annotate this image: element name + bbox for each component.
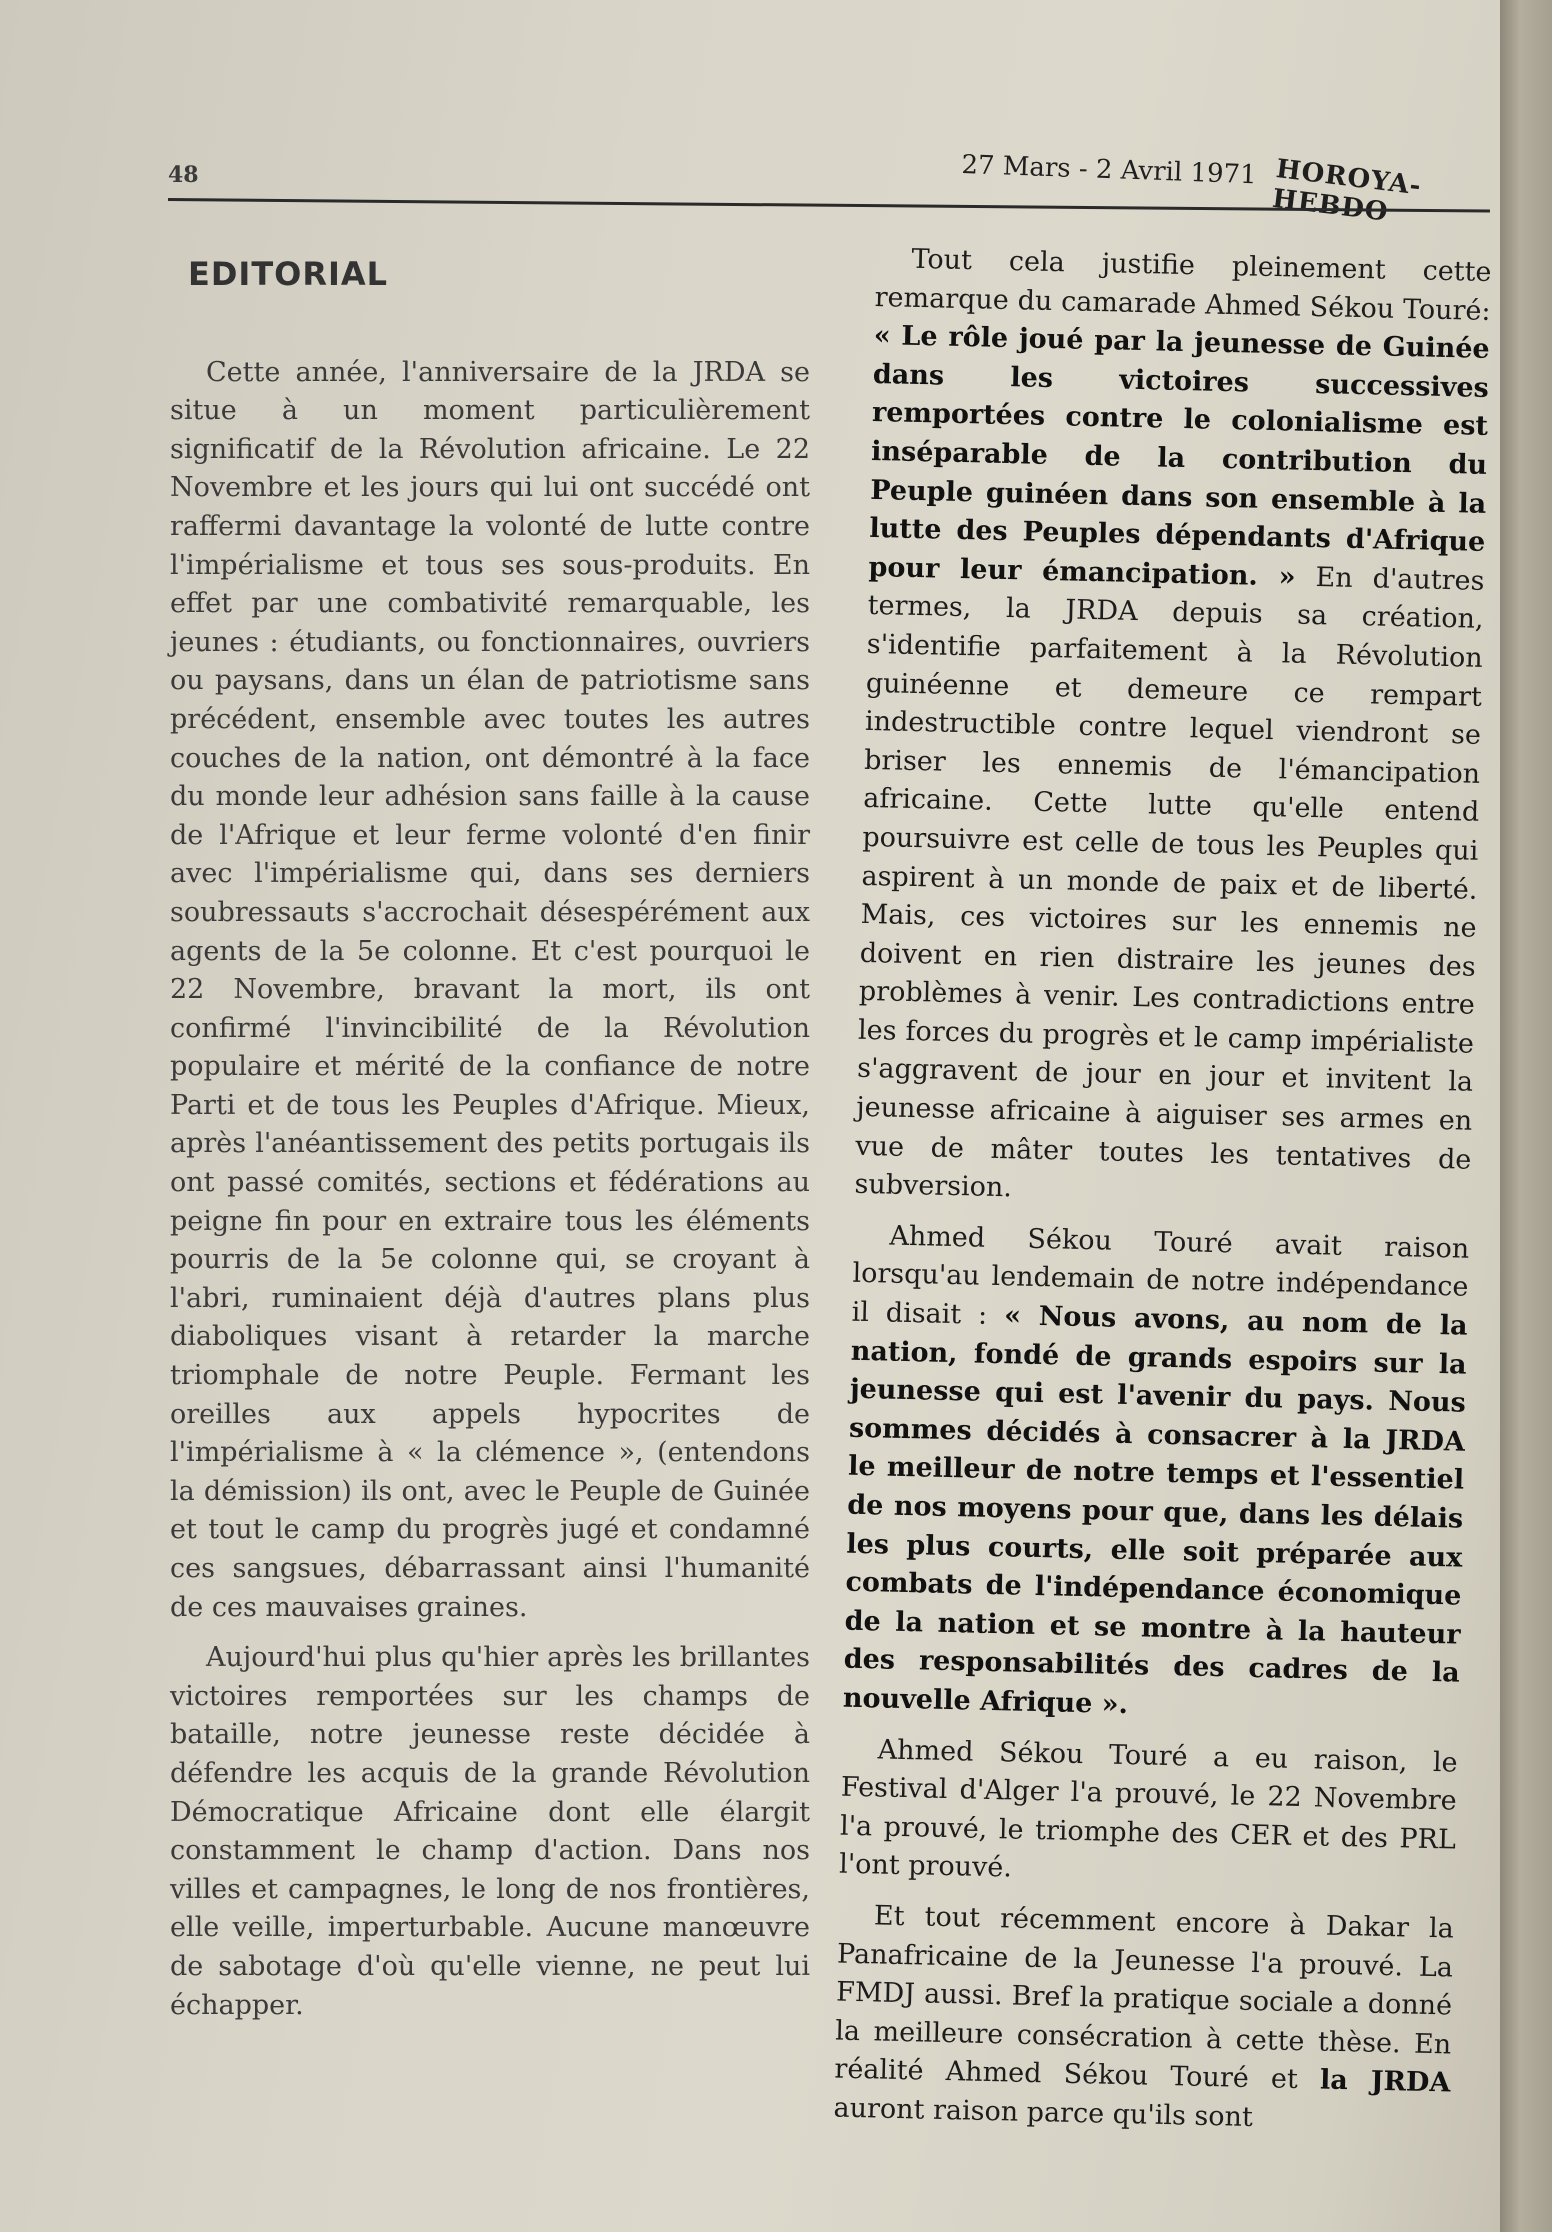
right-paragraph-2	[842, 1217, 1469, 1733]
page-header	[168, 150, 1498, 230]
right-p2-intro: Ahmed Sékou Touré avait raison lorsqu'au lendemain de notre indépendance il disait :	[851, 1220, 1470, 1331]
editorial-title: EDITORIAL	[188, 255, 389, 293]
right-p2-quote: « Nous avons, au nom de la nation, fondé de grands espoirs sur la jeunesse qui est l'avenir du pays. Nous sommes décidés à consacrer à la JRDA le meilleur de notre temps et l'essentiel de nos moyens pour que, dans les délais les plus courts, elle soit préparée aux combats de l'indépendance économique de la nation et se montre à la hauteur des responsabilités des cadres de la nouvelle Afrique ».	[842, 1300, 1468, 1721]
left-paragraph-1: Cette année, l'anniversaire de la JRDA se situe à un moment particulièrement significatif de la Révolution africaine. Le 22 Novembre et les jours qui lui ont succédé ont raffermi davantage la volonté de lutte contre l'impérialisme et tous ses sous-produits. En effet par une combativité remarquable, les jeunes : étudiants, ou fonctionnaires, ouvriers ou paysans, dans un élan de patriotisme sans précédent, ensemble avec toutes les autres couches de la nation, ont démontré à la face du monde leur adhésion sans faille à la cause de l'Afrique et leur ferme volonté d'en finir avec l'impérialisme qui, dans ses derniers soubressauts s'accrochait désespérément aux agents de la 5e colonne. Et c'est pourquoi le 22 Novembre, bravant la mort, ils ont confirmé l'invincibilité de la Révolution populaire et mérité de la confiance de notre Parti et de tous les Peuples d'Afrique. Mieux, après l'anéantissement des petits portugais ils ont passé comités, sections et fédérations au peigne fin pour en extraire tous les éléments pourris de la 5e colonne qui, se croyant à l'abri, ruminaient déjà d'autres plans plus diaboliques visant à retarder la marche triomphale de notre Peuple. Fermant les oreilles aux appels hypocrites de l'impérialisme à « la clémence », (entendons la démission) ils ont, avec le Peuple de Guinée et tout le camp du progrès jugé et condamné ces sangsues, débarrassant ainsi l'humanité de ces mauvaises graines.	[170, 356, 810, 1623]
right-column	[833, 240, 1492, 2154]
right-paragraph-3: Ahmed Sékou Touré a eu raison, le Festival d'Alger l'a prouvé, le 22 Novembre l'a prouvé, le triomphe des CER et des PRL l'ont prouvé.	[838, 1733, 1458, 1884]
right-p4-text: Et tout récemment encore à Dakar la Panafricaine de la Jeunesse l'a prouvé. La FMDJ aussi. Bref la pratique sociale a donné la meilleure consécration à cette thèse. En réalité Ahmed Sékou Touré et	[834, 1900, 1455, 2096]
left-column	[170, 255, 810, 2037]
right-p4-end: auront raison parce qu'ils sont	[833, 2092, 1254, 2133]
masthead: HOROYA-HEBDO	[1270, 154, 1424, 228]
right-paragraph-4	[833, 1897, 1454, 2142]
right-p1-rest: En d'autres termes, la JRDA depuis sa création, s'identifie parfaitement à la Révolution guinéenne et demeure ce rempart indestructible contre lequel viendront se briser les ennemis de l'émancipation africaine. Cette lutte qu'elle entend poursuivre est celle de tous les Peuples qui aspirent à un monde de paix et de liberté. Mais, ces victoires sur les ennemis ne doivent en rien distraire les jeunes des problèmes à venir. Les contradictions entre les forces du progrès et le camp impérialiste s'aggravent de jour en jour et invitent la jeunesse africaine à aiguiser ses armes en vue de mâter toutes les tentatives de subversion.	[854, 561, 1485, 1204]
issue-date: 27 Mars - 2 Avril 1971	[960, 150, 1258, 191]
right-p1-intro: Tout cela justifie pleinement cette remarque du camarade Ahmed Sékou Touré:	[874, 243, 1492, 327]
page-number: 48	[168, 162, 199, 188]
page-spine	[1500, 0, 1552, 2232]
left-paragraph-2: Aujourd'hui plus qu'hier après les brillantes victoires remportées sur les champs de bataille, notre jeunesse reste décidée à défendre les acquis de la grande Révolution Démocratique Africaine dont elle élargit constamment le champ d'action. Dans nos villes et campagnes, le long de nos frontières, elle veille, imperturbable. Aucune manœuvre de sabotage d'où qu'elle vienne, ne peut lui échapper.	[170, 1642, 810, 2021]
right-paragraph-1	[854, 240, 1492, 1219]
right-p1-quote: « Le rôle joué par la jeunesse de Guinée dans les victoires successives remportées contre le colonialisme est inséparable de la contribution du Peuple guinéen dans son ensemble à la lutte des Peuples dépendants d'Afrique pour leur émancipation. »	[868, 320, 1491, 593]
right-p4-bold: la JRDA	[1319, 2064, 1451, 2099]
